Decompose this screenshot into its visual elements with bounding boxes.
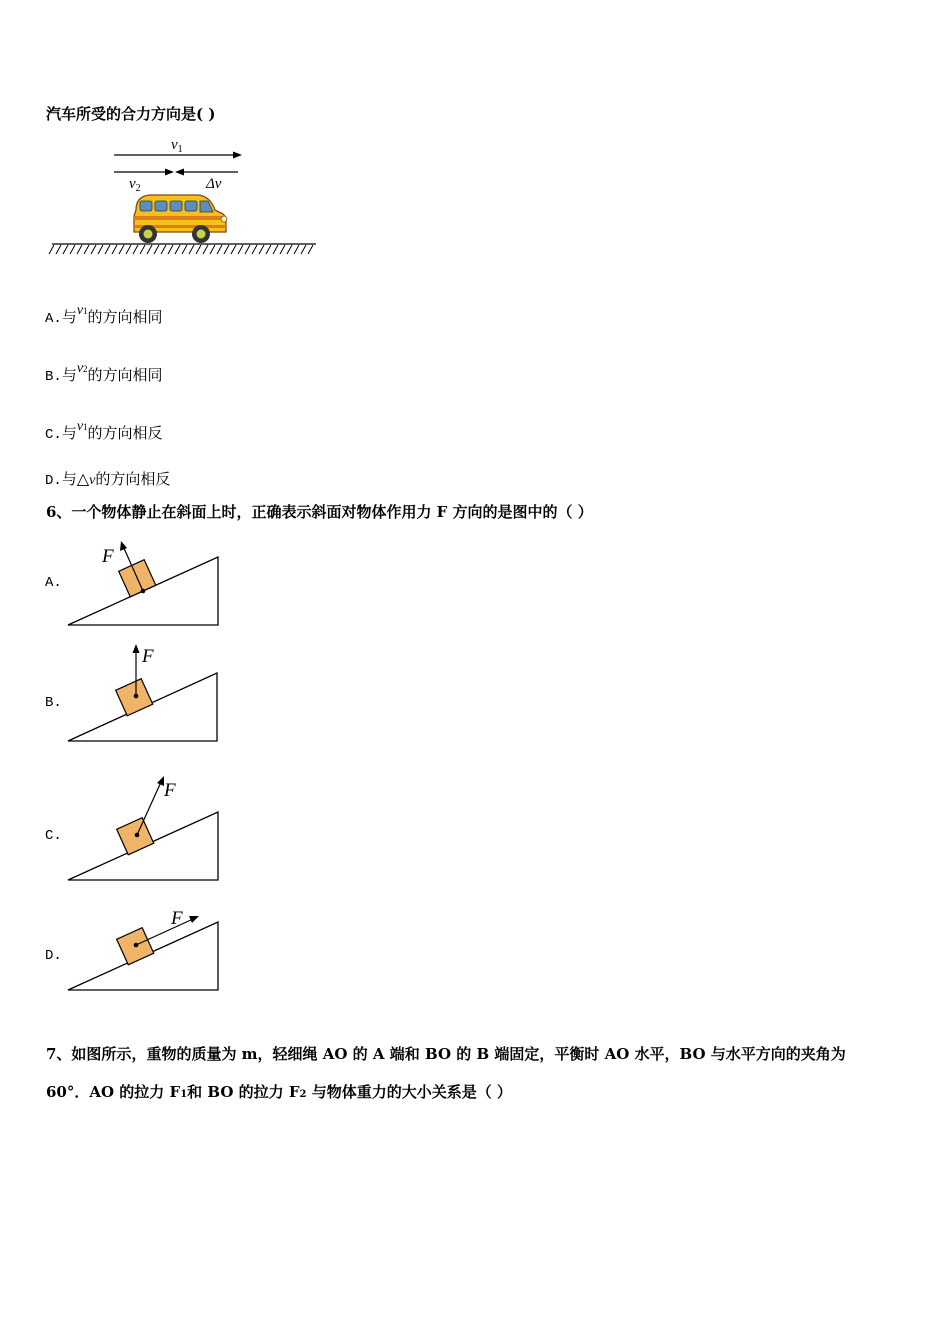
q5-option-a: A.与v1的方向相同 bbox=[45, 303, 163, 327]
delta-v-label: Δv bbox=[206, 176, 222, 192]
v1-label: $v_1$ bbox=[171, 137, 183, 155]
force-label-a: F bbox=[102, 546, 114, 567]
ground-hatching bbox=[49, 245, 313, 254]
force-label-d: F bbox=[171, 908, 183, 929]
q5-option-b: B.与v2的方向相同 bbox=[45, 361, 163, 385]
q6-option-a-label: A. bbox=[45, 575, 62, 591]
q5-option-c: C.与v1的方向相反 bbox=[45, 419, 163, 443]
triangle-icon: △ bbox=[76, 469, 90, 488]
q6-option-b-label: B. bbox=[45, 695, 62, 711]
q6-option-a-figure bbox=[60, 532, 230, 632]
q5-stem: 汽车所受的合力方向是( ) bbox=[46, 105, 216, 123]
q7-stem-line1: 7、如图所示，重物的质量为 m，轻细绳 AO 的 A 端和 BO 的 B 端固定，平衡时 AO 水平，BO 与水平方向的夹角为 bbox=[46, 1045, 846, 1063]
force-label-b: F bbox=[142, 646, 154, 667]
q6-stem: 6、一个物体静止在斜面上时，正确表示斜面对物体作用力 F 方向的是图中的（ ） bbox=[46, 503, 593, 521]
q6-option-c-label: C. bbox=[45, 828, 62, 844]
q6-option-c-figure bbox=[60, 772, 230, 884]
bus-icon bbox=[134, 195, 227, 243]
force-label-c: F bbox=[164, 780, 176, 801]
v2-label: $v_2$ bbox=[129, 176, 141, 194]
q6-option-d-label: D. bbox=[45, 948, 62, 964]
q5-option-d: D.与△v的方向相反 bbox=[45, 469, 171, 489]
q6-option-b-figure bbox=[60, 640, 230, 750]
q7-stem-line2: 60°．AO 的拉力 F1和 BO 的拉力 F2 与物体重力的大小关系是（ ） bbox=[46, 1083, 512, 1101]
q6-option-d-figure bbox=[60, 902, 230, 994]
q5-car-figure bbox=[40, 128, 330, 258]
